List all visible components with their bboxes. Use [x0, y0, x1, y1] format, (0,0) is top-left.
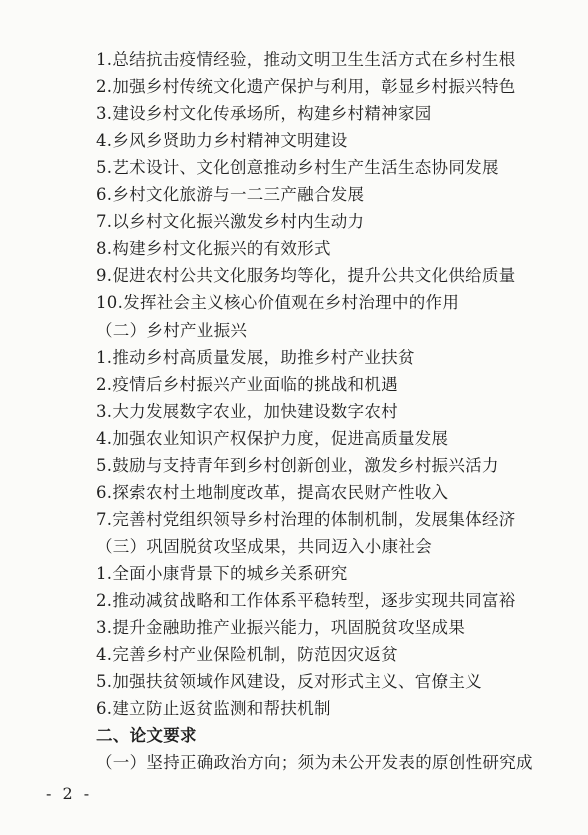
- page-number: - 2 -: [46, 784, 93, 803]
- text-line: 2.加强乡村传统文化遗产保护与利用，彰显乡村振兴特色: [96, 77, 516, 97]
- text-line: 2.推动减贫战略和工作体系平稳转型，逐步实现共同富裕: [96, 591, 516, 610]
- text-line: 1.全面小康背景下的城乡关系研究: [96, 563, 348, 583]
- text-line: 2.疫情后乡村振兴产业面临的挑战和机遇: [96, 374, 398, 394]
- text-line: 3.提升金融助推产业振兴能力，巩固脱贫攻坚成果: [96, 618, 466, 638]
- text-line: 9.促进农村公共文化服务均等化，提升公共文化供给质量: [96, 266, 516, 286]
- text-line: 5.鼓励与支持青年到乡村创新创业，激发乡村振兴活力: [96, 455, 499, 475]
- text-line: 1.总结抗击疫情经验，推动文明卫生生活方式在乡村生根: [96, 50, 516, 69]
- text-line: 7.完善村党组织领导乡村治理的体制机制，发展集体经济: [96, 509, 516, 529]
- section-heading: 二、论文要求: [96, 726, 197, 746]
- text-line: 4.加强农业知识产权保护力度，促进高质量发展: [96, 428, 449, 448]
- text-line: （二）乡村产业振兴: [96, 320, 248, 340]
- text-line: 10.发挥社会主义核心价值观在乡村治理中的作用: [96, 293, 460, 313]
- text-line: 4.完善乡村产业保险机制，防范因灾返贫: [96, 645, 398, 665]
- text-line: （三）巩固脱贫攻坚成果，共同迈入小康社会: [96, 536, 432, 556]
- text-line: 6.乡村文化旅游与一二三产融合发展: [96, 185, 365, 205]
- text-line: 8.构建乡村文化振兴的有效形式: [96, 239, 331, 259]
- text-line: 6.建立防止返贫监测和帮扶机制: [96, 699, 331, 719]
- text-line: 5.加强扶贫领域作风建设，反对形式主义、官僚主义: [96, 672, 482, 692]
- text-line: 4.乡风乡贤助力乡村精神文明建设: [96, 131, 348, 151]
- text-line: 7.以乡村文化振兴激发乡村内生动力: [96, 212, 365, 232]
- text-line: 1.推动乡村高质量发展，助推乡村产业扶贫: [96, 347, 415, 367]
- text-line: 6.探索农村土地制度改革，提高农民财产性收入: [96, 482, 449, 502]
- text-line: 5.艺术设计、文化创意推动乡村生产生活生态协同发展: [96, 158, 499, 178]
- text-line: 3.建设乡村文化传承场所，构建乡村精神家园: [96, 104, 432, 124]
- text-line: 3.大力发展数字农业，加快建设数字农村: [96, 401, 398, 421]
- text-line: （一）坚持正确政治方向；须为未公开发表的原创性研究成: [96, 753, 533, 773]
